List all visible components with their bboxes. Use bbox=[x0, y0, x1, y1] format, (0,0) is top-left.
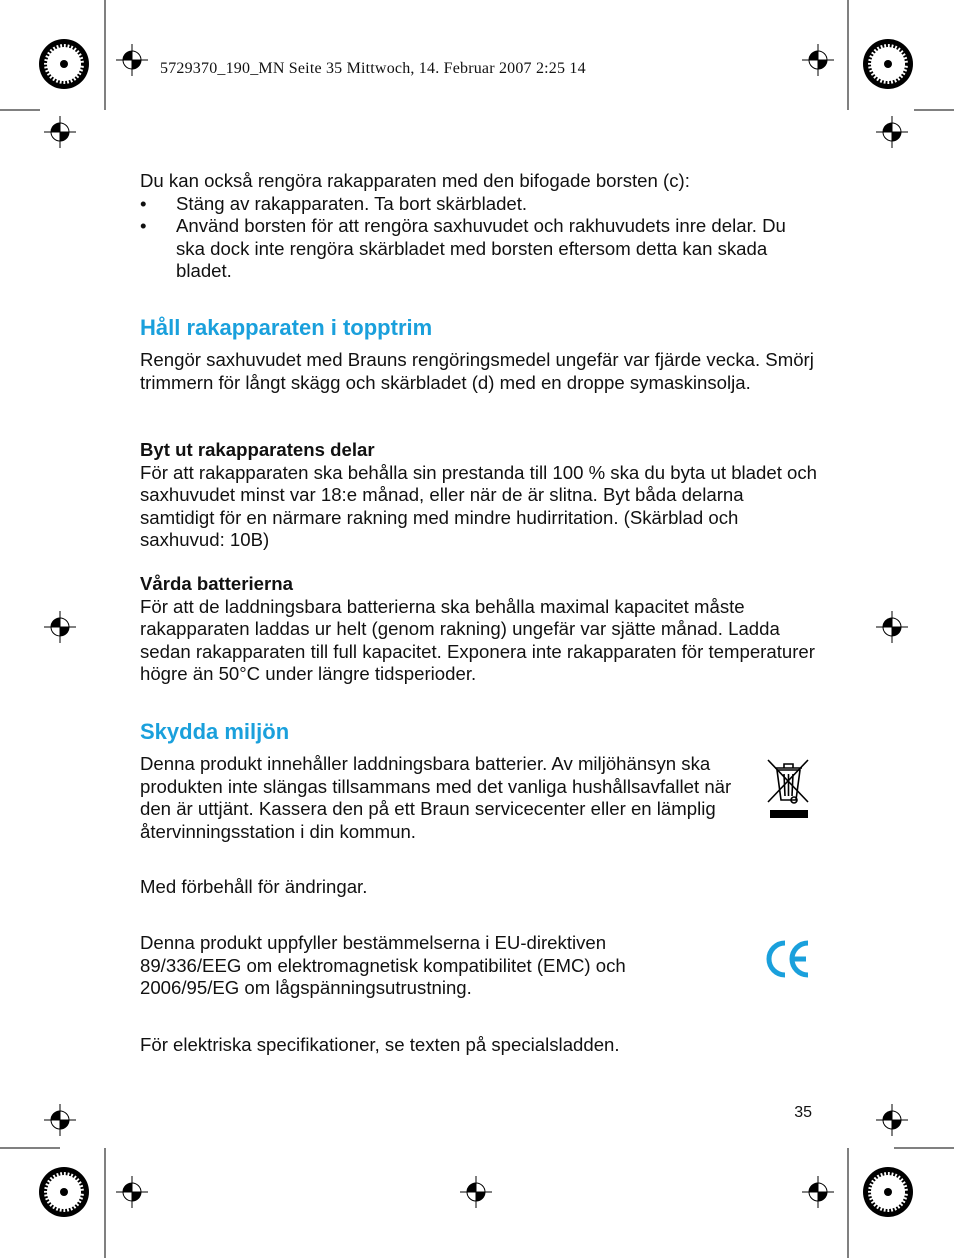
battery-care-block bbox=[140, 573, 820, 686]
list-item: • Stäng av rakapparaten. Ta bort skärbladet. bbox=[140, 192, 528, 214]
reservation-text: Med förbehåll för ändringar. bbox=[140, 876, 368, 897]
subheading-battery-care: Vårda batterierna bbox=[140, 573, 293, 594]
replace-parts-block bbox=[140, 439, 820, 552]
subheading-replace-parts: Byt ut rakapparatens delar bbox=[140, 439, 375, 460]
intro-text: Du kan också rengöra rakapparaten med den bifogade borsten (c): bbox=[140, 170, 690, 191]
crossed-out-wheelie-bin-icon bbox=[766, 756, 810, 820]
electrical-text: För elektriska specifikationer, se texten på specialsladden. bbox=[140, 1034, 620, 1055]
section-heading-environment: Skydda miljön bbox=[140, 719, 290, 744]
page-number: 35 bbox=[794, 1104, 812, 1121]
environment-paragraph: Denna produkt innehåller laddningsbara batterier. Av miljöhänsyn ska produkten inte slängas tillsammans med det vanliga hushållsavfallet när den är uttjänt. Kassera den på ett Braun servicecenter eller en lämplig återvinningsstation i din kommun. bbox=[140, 753, 732, 842]
care-paragraph: Rengör saxhuvudet med Brauns rengöringsmedel ungefär var fjärde vecka. Smörj trimmern för långt skägg och skärbladet (d) med en droppe symaskinsolja. bbox=[140, 349, 814, 393]
compliance-text: Denna produkt uppfyller bestämmelserna i EU-direktiven 89/336/EEG om elektromagnetisk kompatibilitet (EMC) och 2006/95/EG om lågspänningsutrustning. bbox=[140, 932, 626, 998]
list-item: • Använd borsten för att rengöra saxhuvudet och rakhuvudets inre delar. Du ska dock inte rengöra skärbladet med borsten eftersom detta kan skada bladet. bbox=[140, 215, 786, 281]
ce-mark-icon bbox=[766, 939, 812, 979]
section-heading-care: Håll rakapparaten i topptrim bbox=[140, 315, 433, 340]
print-header: 5729370_190_MN Seite 35 Mittwoch, 14. Februar 2007 2:25 14 bbox=[160, 60, 586, 77]
battery-care-text: För att de laddningsbara batterierna ska behålla maximal kapacitet måste rakapparaten laddas ur helt (genom rakning) ungefär var sjätte månad. Ladda sedan rakapparaten till full kapacitet. Exponera inte rakapparaten för temperaturer högre än 50°C under längre tidsperioder. bbox=[140, 595, 815, 684]
intro-block bbox=[140, 170, 820, 283]
replace-parts-text: För att rakapparaten ska behålla sin prestanda till 100 % ska du byta ut bladet och saxhuvudet minst var 18:e månad, eller när de är slitna. Byt båda delarna samtidigt för en närmare rakning med mindre hudirritation. (Skärblad och saxhuvud: 10B) bbox=[140, 461, 818, 550]
